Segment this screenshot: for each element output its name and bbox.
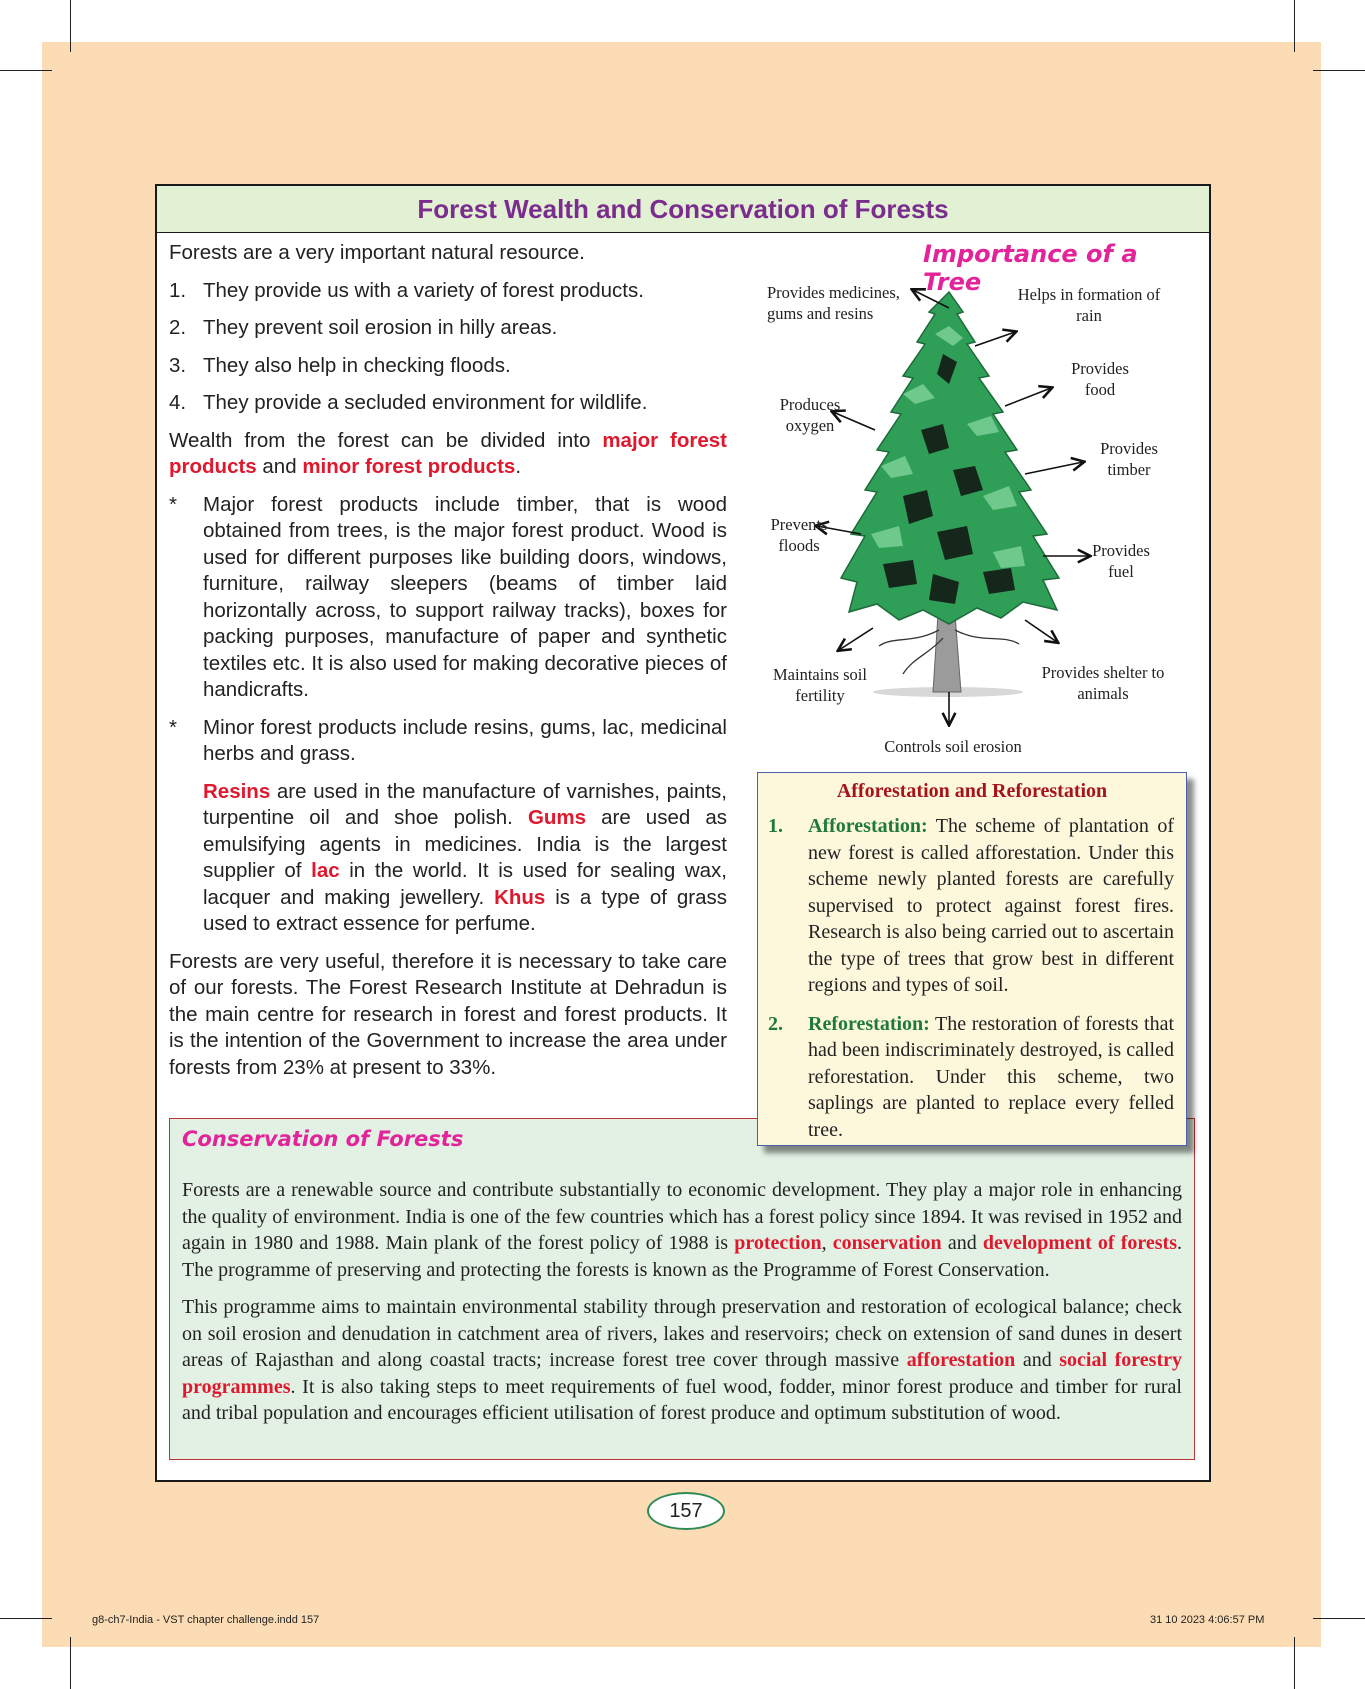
minor-forest-products-term: minor forest products — [302, 455, 516, 478]
label-fuel: Provides fuel — [1092, 541, 1150, 581]
intro-text: Forests are a very important natural resource. — [169, 241, 585, 264]
minor-products-item — [169, 715, 727, 768]
item-body — [808, 813, 1174, 999]
crop-mark — [0, 70, 52, 71]
protection-term: protection — [734, 1232, 822, 1254]
gums-term: Gums — [527, 806, 587, 829]
conservation-paragraph-2 — [182, 1294, 1182, 1427]
text-run: and — [256, 455, 303, 478]
text-run: . The programme of preserving and protecting the forests is known as the Programme of Forest Conservation. — [182, 1232, 1182, 1281]
list-item — [169, 390, 727, 417]
list-number: 3. — [169, 353, 187, 377]
text-run: , — [821, 1232, 833, 1254]
item-number: 2. — [768, 1012, 783, 1035]
lac-term: lac — [311, 859, 340, 882]
text-run: and — [941, 1232, 983, 1254]
item-text: The scheme of plantation of new forest is called afforestation. Under this scheme newly planted forests are carefully supervised to protect against forest fires. Research is also being carried out to ascertain the type of trees that grow best in different regions and types of soil. — [808, 815, 1174, 996]
conservation-paragraph-1 — [182, 1177, 1182, 1283]
conservation-term: conservation — [832, 1232, 942, 1254]
arrow-rain — [975, 332, 1015, 346]
slug-date: 31 10 2023 4:06:57 PM — [1150, 1614, 1265, 1626]
text-run: in the world. It is used for sealing wax, lacquer and making jewellery. — [203, 859, 727, 909]
list-item — [169, 278, 727, 305]
list-number: 2. — [169, 316, 187, 339]
label-fertility: Maintains soil fertility — [773, 665, 867, 705]
list-text: They provide us with a variety of forest products. — [203, 278, 644, 302]
afforestation-box — [757, 772, 1187, 1146]
reforestation-term: Reforestation: — [808, 1012, 930, 1035]
reforestation-item — [758, 1011, 1186, 1144]
text-run: are used as emulsifying agents in medicines. India is the largest supplier of — [203, 806, 727, 882]
list-item — [169, 353, 727, 380]
major-forest-products-term: major forest products — [169, 428, 727, 478]
label-floods: Prevents floods — [770, 515, 828, 555]
item-text: The restoration of forests that had been indiscriminately destroyed, is called reforestation. Under this scheme, two saplings are planted to replace every felled tree. — [808, 1012, 1174, 1141]
crop-mark — [1313, 70, 1365, 71]
arrow-timber — [1025, 462, 1083, 474]
label-oxygen: Produces oxygen — [779, 395, 841, 435]
content-frame — [155, 184, 1211, 1482]
wealth-paragraph — [169, 428, 727, 481]
conservation-body — [182, 1177, 1182, 1438]
text-run: are used in the manufacture of varnishes, paints, turpentine oil and shoe polish. — [203, 779, 727, 829]
text-run: . — [515, 455, 522, 478]
list-text: They prevent soil erosion in hilly areas. — [203, 316, 558, 339]
item-number: 1. — [768, 815, 783, 837]
closing-paragraph: Forests are very useful, therefore it is necessary to take care of our forests. The Forest Research Institute at Dehradun is the main centre for research in forest and forest products. It is the intention of the Government to increase the area under forests from 23% at present to 33%. — [169, 949, 727, 1079]
arrow-shelter — [1025, 620, 1057, 642]
item-body — [808, 1011, 1174, 1144]
crop-mark — [1294, 0, 1295, 52]
text-run: . It is also taking steps to meet requirements of fuel wood, fodder, minor forest produce and timber for rural and tribal population and encourages efficient utilisation of forest produce and optimum substitution of wood. — [182, 1375, 1182, 1424]
development-term: development of forests — [982, 1232, 1177, 1254]
list-text: They provide a secluded environment for wildlife. — [203, 391, 648, 414]
arrow-food — [1005, 388, 1051, 406]
trunk — [933, 614, 961, 692]
page-number: 157 — [647, 1492, 725, 1530]
text-run: Forests are a renewable source and contribute substantially to economic development. They play a major role in enhancing the quality of environment. India is one of the few countries which has a forest policy since 1894. It was revised in 1952 and again in 1980 and 1988. Main plank of the forest policy of 1988 is — [182, 1179, 1182, 1254]
left-column — [169, 240, 727, 1092]
crop-mark — [70, 0, 71, 52]
conservation-box — [169, 1118, 1195, 1460]
afforestation-term: Afforestation: — [808, 815, 928, 837]
social-forestry-term: social forestry programmes — [182, 1349, 1182, 1398]
label-medicines: Provides medicines, gums and resins — [767, 283, 900, 323]
afforestation-term: afforestation — [906, 1349, 1016, 1371]
label-timber: Provides timber — [1100, 439, 1158, 479]
crop-mark — [0, 1618, 52, 1619]
text-run: This programme aims to maintain environmental stability through preservation and restoration of ecological balance; check on soil erosion and denudation in catchment area of rivers, lakes and reservoirs; check on extension of sand dunes in desert areas of Rajasthan and along coastal tracts; increase forest tree cover through massive — [182, 1296, 1182, 1371]
crop-mark — [1294, 1637, 1295, 1689]
label-rain: Helps in formation of rain — [1017, 285, 1161, 325]
afforestation-box-title: Afforestation and Reforestation — [836, 780, 1108, 802]
text-run: and — [1015, 1349, 1060, 1371]
tree-diagram — [753, 234, 1203, 754]
text-run: is a type of grass used to extract essence for perfume. — [203, 885, 727, 935]
minor-products-text: Minor forest products include resins, gums, lac, medicinal herbs and grass. — [203, 715, 727, 765]
slug-file: g8-ch7-India - VST chapter challenge.indd 157 — [92, 1614, 320, 1626]
arrow-fertility — [839, 628, 873, 650]
bullet-mark: * — [169, 715, 177, 739]
label-shelter: Provides shelter to animals — [1041, 663, 1165, 703]
list-item — [169, 315, 727, 342]
khus-term: Khus — [494, 885, 546, 909]
benefits-list — [169, 278, 727, 417]
conservation-title: Conservation of Forests — [182, 1127, 464, 1151]
afforestation-item — [758, 813, 1186, 999]
list-text: They also help in checking floods. — [203, 353, 511, 377]
page-title: Forest Wealth and Conservation of Forests — [157, 186, 1209, 233]
crop-mark — [70, 1637, 71, 1689]
crop-mark — [1313, 1618, 1365, 1619]
uses-paragraph — [203, 779, 727, 938]
label-erosion: Controls soil erosion — [884, 737, 1022, 756]
text-run: Wealth from the forest can be divided into — [169, 428, 603, 452]
resins-term: Resins — [203, 779, 271, 803]
major-products-text: Major forest products include timber, that is wood obtained from trees, is the major forest product. Wood is used for different purposes like building doors, windows, furniture, railway sleepers (beams of timber laid horizontally across, to support railway tracks), boxes for packing purposes, manufacture of paper and synthetic textiles etc. It is also used for making decorative pieces of handicrafts. — [203, 492, 727, 701]
list-number: 1. — [169, 278, 187, 302]
label-food: Provides food — [1071, 359, 1129, 399]
bullet-mark: * — [169, 492, 177, 516]
list-number: 4. — [169, 391, 187, 414]
tree-diagram-title: Importance of a Tree — [923, 240, 1138, 296]
major-products-item — [169, 492, 727, 704]
